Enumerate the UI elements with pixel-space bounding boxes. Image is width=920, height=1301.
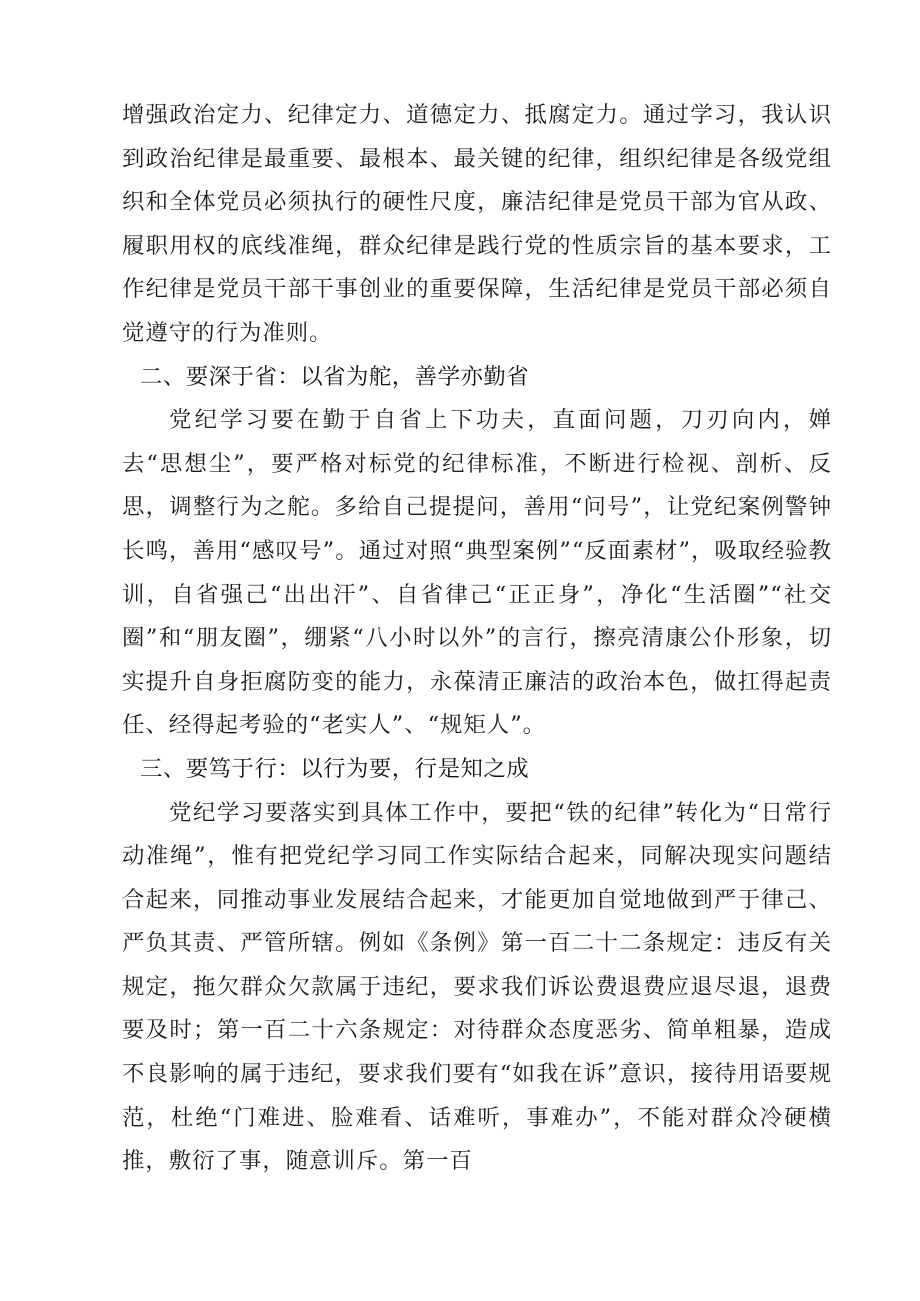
section-heading-practice: 三、要笃于行：以行为要，行是知之成 bbox=[140, 755, 530, 782]
paragraph-self-reflection: 党纪学习要在勤于自省上下功夫，直面问题，刀刃向内，婵去“思想尘”，要严格对标党的纪律标准，不断进行检视、剖析、反思，调整行为之舵。多给自己提提问，善用“问号”，让党纪案例警钟长鸣，善用“感叹号”。通过对照“典型案例”“反面素材”，吸取经验教训，自省强己“出出汗”、自省律己“正正身”，净化“生活圈”“社交圈”和“朋友圈”，绷紧“八小时以外”的言行，擦亮清康公仆形象，切实提升自身拒腐防变的能力，永葆清正廉洁的政治本色，做扛得起责任、经得起考验的“老实人”、“规矩人”。 bbox=[122, 407, 832, 739]
section-heading-reflect: 二、要深于省：以省为舵，善学亦勤省 bbox=[140, 363, 530, 390]
document-body bbox=[122, 94, 832, 1184]
paragraph-discipline-types: 增强政治定力、纪律定力、道德定力、抵腐定力。通过学习，我认识到政治纪律是最重要、最根本、最关键的纪律，组织纪律是各级党组织和全体党员必须执行的硬性尺度，廉洁纪律是党员干部为官从政、履职用权的底线准绳，群众纪律是践行党的性质宗旨的基本要求，工作纪律是党员干部干事创业的重要保障，生活纪律是党员干部必须自觉遵守的行为准则。 bbox=[122, 102, 832, 346]
paragraph-practice: 党纪学习要落实到具体工作中，要把“铁的纪律”转化为“日常行动准绳”，惟有把党纪学习同工作实际结合起来，同解决现实问题结合起来，同推动事业发展结合起来，才能更加自觉地做到严于律己、严负其责、严管所辖。例如《条例》第一百二十二条规定：违反有关规定，拖欠群众欠款属于违纪，要求我们诉讼费退费应退尽退，退费要及时；第一百二十六条规定：对待群众态度恶劣、简单粗暴，造成不良影响的属于违纪，要求我们要有“如我在诉”意识，接待用语要规范，杜绝“门难进、脸难看、话难听，事难办”，不能对群众冷硬横推，敷衍了事，随意训斥。第一百 bbox=[122, 799, 832, 1175]
